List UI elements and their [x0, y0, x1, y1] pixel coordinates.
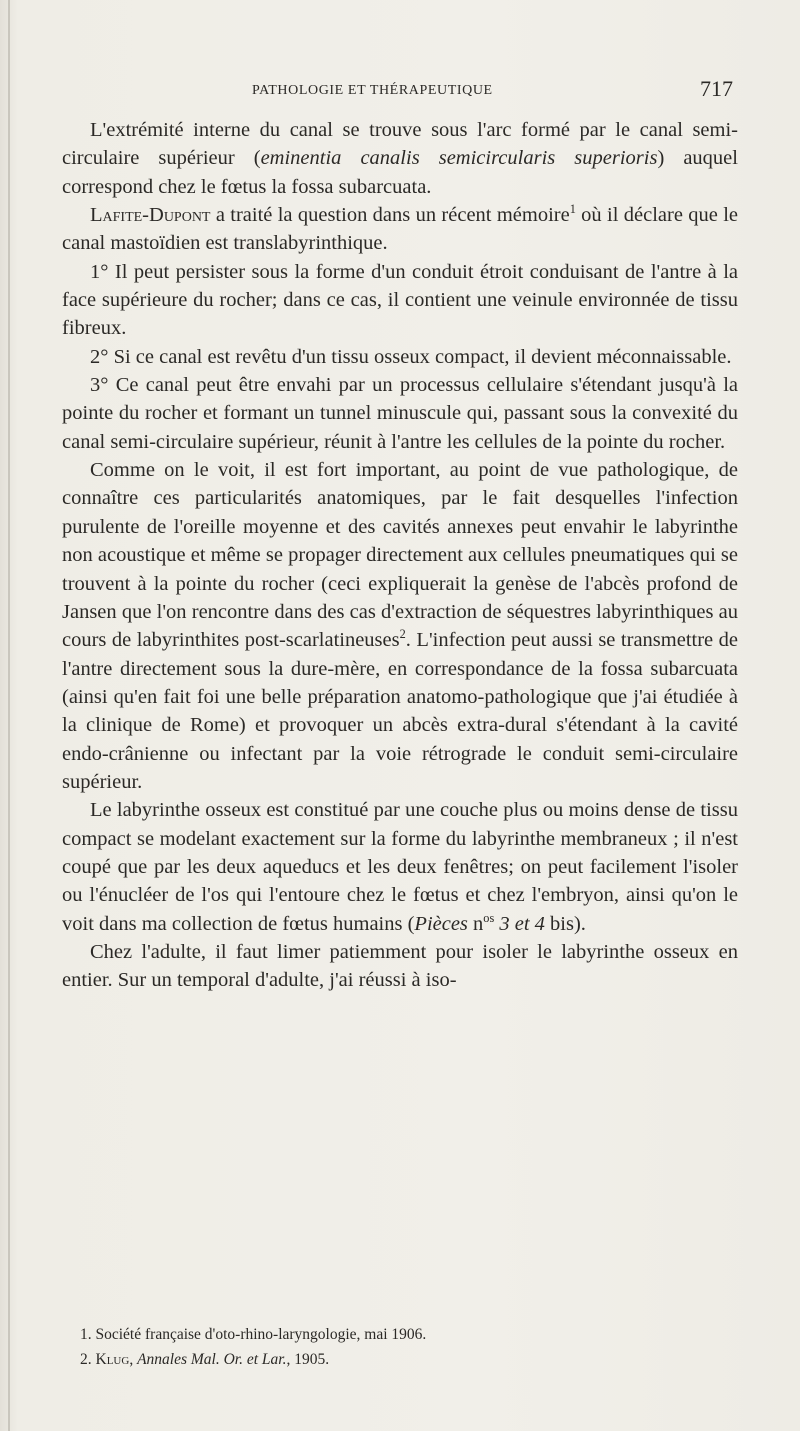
text-run: bis).: [544, 912, 586, 935]
footnote-number: 2.: [80, 1351, 92, 1368]
journal-title: Annales Mal. Or. et Lar.: [137, 1351, 287, 1368]
superscript: os: [483, 910, 495, 925]
italic-term: Pièces: [414, 912, 468, 935]
italic-term: 3 et 4: [499, 912, 545, 935]
binding-edge: [8, 0, 10, 1431]
paragraph: [62, 201, 738, 258]
footnote-ref: 2: [399, 627, 406, 642]
text-run: n: [467, 912, 484, 935]
text-run: a traité la question dans un récent mémoire: [210, 204, 570, 227]
paragraph: 3° Ce canal peut être envahi par un processus cellulaire s'étendant jusqu'à la pointe du rocher et formant un tunnel minuscule qui, passant sous la convexité du canal semi-circulaire supérieur, réunit à l'antre les cellules de la pointe du rocher.: [62, 374, 738, 453]
text-run: . L'infection peut aussi se transmettre de l'antre directement sous la dure-mère, en correspondance de la fossa subarcuata (ainsi qu'en fait foi une belle préparation anatomo-pathologique que j'ai étudiée à la clinique de Rome) et provoquer un abcès extra-dural s'étendant à la cavité endo-crânienne ou infectant par la voie rétrograde le conduit semi-circulaire supérieur.: [62, 629, 738, 793]
footnote-number: 1.: [80, 1326, 92, 1343]
footnote-2: [80, 1347, 720, 1372]
footnote-text: Société française d'oto-rhino-laryngologie, mai 1906.: [91, 1326, 427, 1343]
footnote-1: [80, 1322, 720, 1347]
page-number: 717: [700, 76, 733, 101]
author-name: Klug: [91, 1351, 130, 1368]
footnote-ref: 1: [569, 202, 576, 217]
text-run: L'extrémité interne du canal se trouve sous l'arc formé par le canal semi-circulaire supérieur (: [62, 119, 738, 170]
text-run: Le labyrinthe osseux est constitué par une couche plus ou moins dense de tissu compact se modelant exactement sur la forme du labyrinthe membraneux ; il n'est coupé que par les deux aqueducs et les deux fenêtres; on peut facilement l'isoler ou l'énucléer de l'os qui l'entoure chez le fœtus et chez l'embryon, ainsi qu'on le voit dans ma collection de fœtus humains (: [62, 799, 738, 935]
text-run: où il déclare que le canal mastoïdien est translabyrinthique.: [62, 204, 738, 255]
paragraph: Chez l'adulte, il faut limer patiemment pour isoler le labyrinthe osseux en entier. Sur un temporal d'adulte, j'ai réussi à iso-: [62, 940, 738, 992]
footnote-text: , 1905.: [286, 1351, 330, 1368]
paragraph: [62, 456, 738, 796]
author-name: Lafite-Dupont: [90, 204, 211, 227]
paragraph: 2° Si ce canal est revêtu d'un tissu osseux compact, il devient méconnaissable.: [90, 345, 732, 368]
paragraph: [62, 796, 738, 938]
text-run: ) auquel correspond chez le fœtus la fossa subarcuata.: [62, 147, 738, 198]
paragraph: [62, 116, 738, 201]
text-run: ,: [129, 1351, 138, 1368]
body-text: [62, 116, 738, 995]
latin-term: eminentia canalis semicircularis superioris: [260, 147, 658, 170]
text-run: Comme on le voit, il est fort important, au point de vue pathologique, de connaître ces particularités anatomiques, par le fait desquelles l'infection purulente de l'oreille moyenne et des cavités annexes peut envahir le labyrinthe non acoustique et même se propager directement aux cellules pneumatiques qui se trouvent à la pointe du rocher (ceci expliquerait la genèse de l'abcès profond de Jansen que l'on rencontre dans des cas d'extraction de séquestres labyrinthiques au cours de labyrinthites post-scarlatineuses: [62, 459, 738, 652]
running-head: PATHOLOGIE ET THÉRAPEUTIQUE: [252, 83, 493, 98]
footnotes: [80, 1322, 720, 1372]
paragraph: 1° Il peut persister sous la forme d'un conduit étroit conduisant de l'antre à la face supérieure du rocher; dans ce cas, il contient une veinule environnée de tissu fibreux.: [62, 260, 738, 340]
